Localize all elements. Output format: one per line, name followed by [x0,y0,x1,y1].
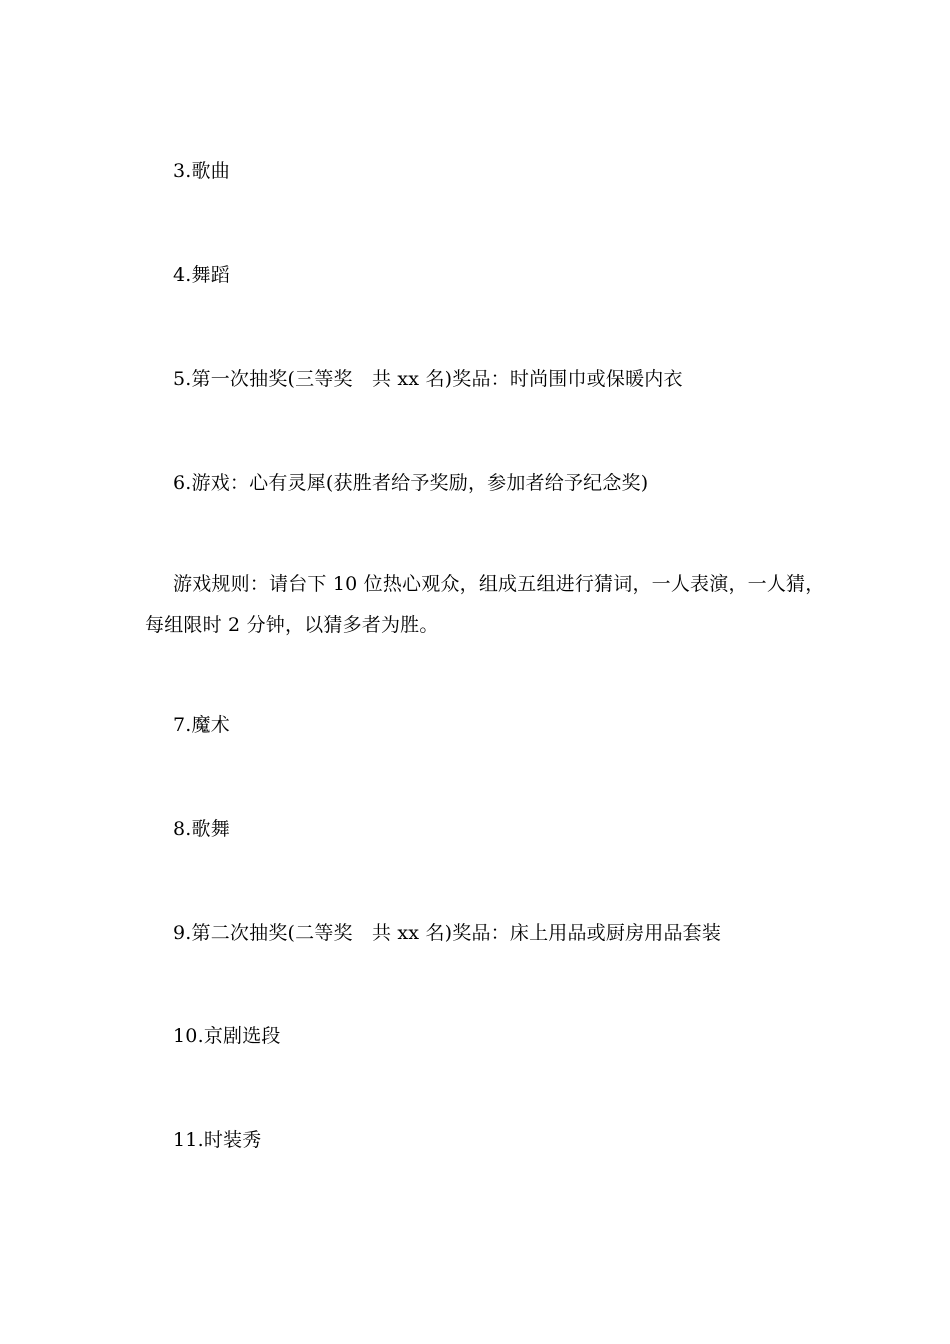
program-item-fashion-show: 11.时装秀 [173,1129,262,1151]
game-rules-paragraph: 游戏规则：请台下 10 位热心观众，组成五组进行猜词，一人表演，一人猜，每组限时 2 分钟，以猜多者为胜。 [145,573,825,636]
program-item-peking-opera: 10.京剧选段 [173,1025,281,1047]
program-item-song-dance: 8.歌舞 [173,818,230,840]
program-item-first-lottery: 5.第一次抽奖(三等奖 共 xx 名)奖品：时尚围巾或保暖内衣 [173,368,683,390]
program-item-song: 3.歌曲 [173,160,230,182]
program-item-magic: 7.魔术 [173,714,230,736]
program-item-dance: 4.舞蹈 [173,264,230,286]
program-item-second-lottery: 9.第二次抽奖(二等奖 共 xx 名)奖品：床上用品或厨房用品套装 [173,922,722,944]
program-item-game: 6.游戏：心有灵犀(获胜者给予奖励，参加者给予纪念奖) [173,472,649,494]
